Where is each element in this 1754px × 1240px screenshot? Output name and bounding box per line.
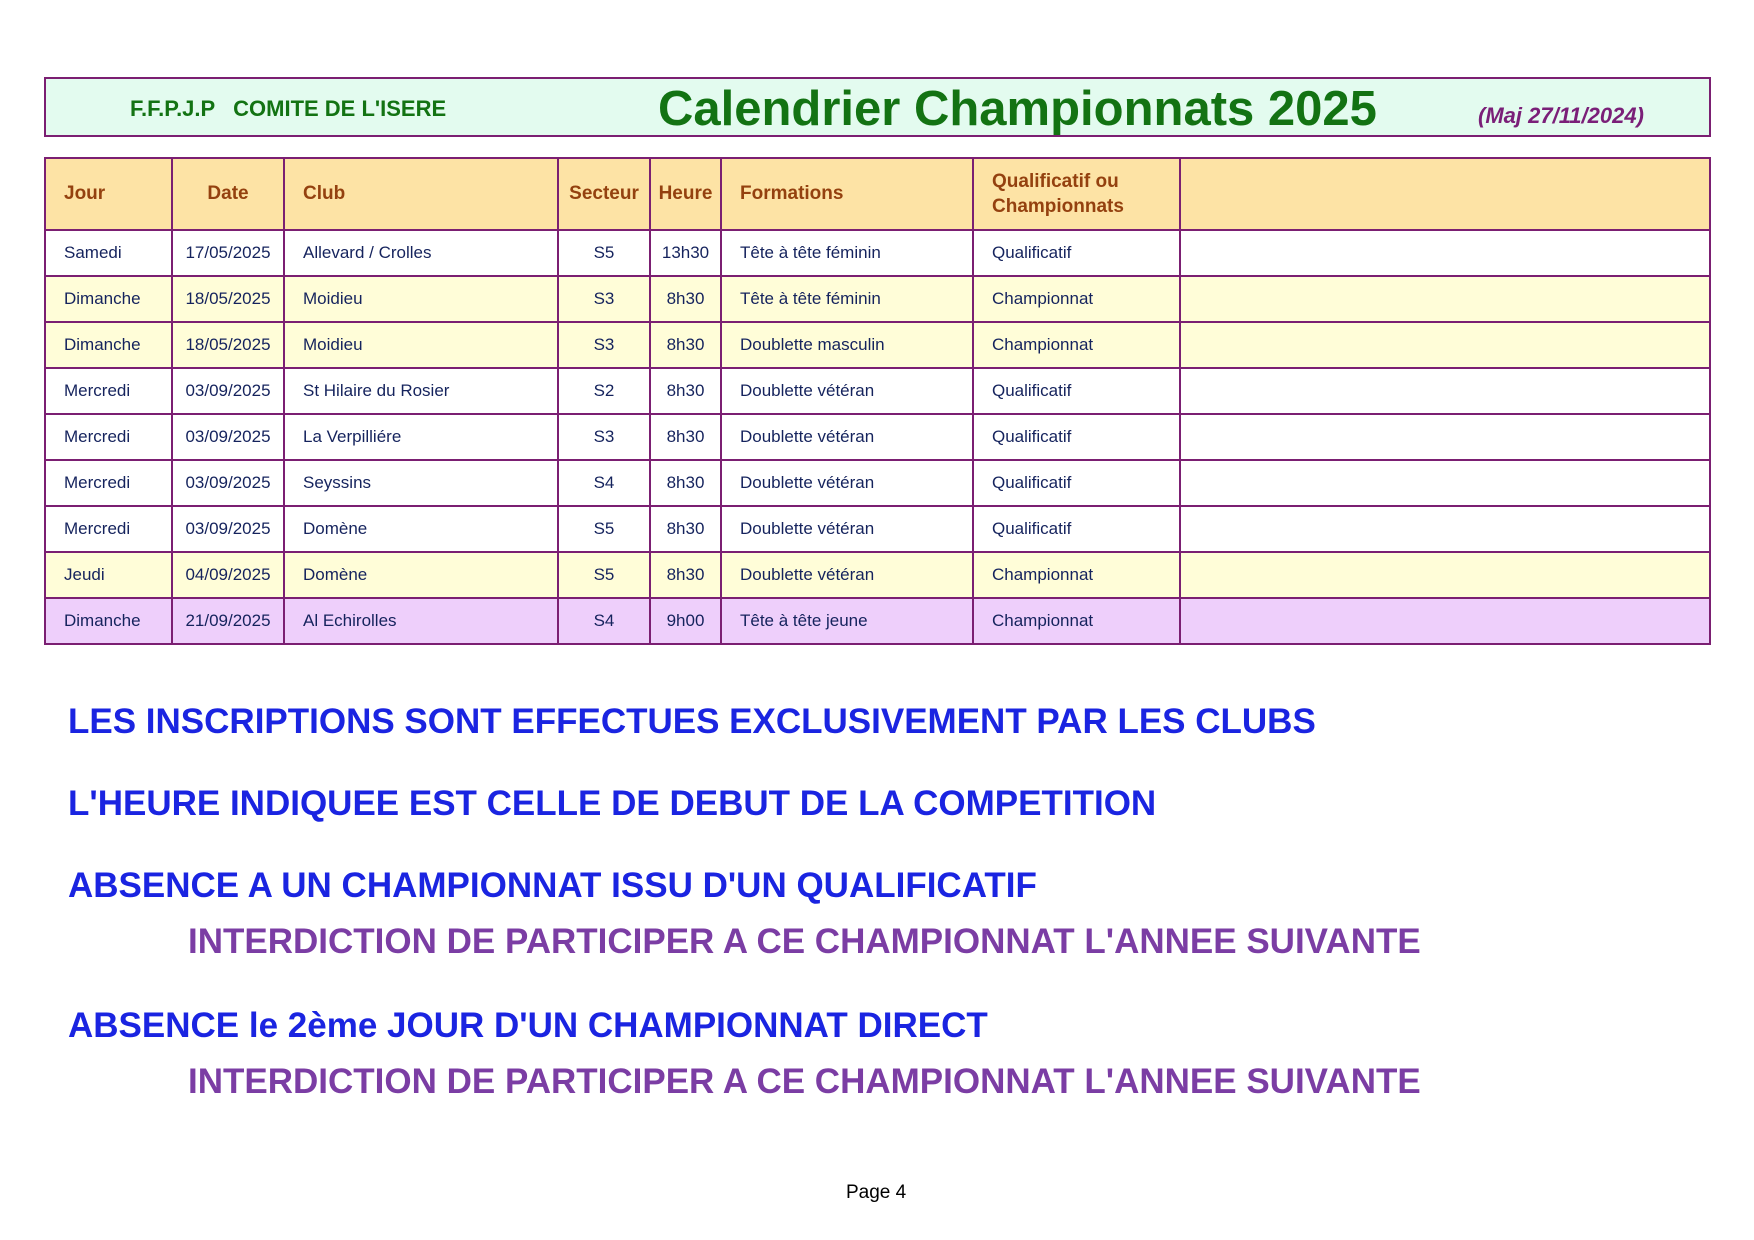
table-row xyxy=(45,368,1710,414)
cell-extra xyxy=(1180,322,1710,368)
cell-heure: 8h30 xyxy=(650,276,721,322)
note-inscriptions: LES INSCRIPTIONS SONT EFFECTUES EXCLUSIVEMENT PAR LES CLUBS xyxy=(68,702,1316,741)
cell-heure: 8h30 xyxy=(650,552,721,598)
cell-club: Al Echirolles xyxy=(284,598,558,644)
cell-secteur: S4 xyxy=(558,598,650,644)
organization-name: F.F.P.J.P COMITE DE L'ISERE xyxy=(130,96,447,121)
cell-heure: 8h30 xyxy=(650,414,721,460)
cell-jour: Jeudi xyxy=(45,552,172,598)
cell-date: 04/09/2025 xyxy=(172,552,284,598)
cell-formation: Tête à tête jeune xyxy=(721,598,973,644)
table-row xyxy=(45,552,1710,598)
cell-type: Championnat xyxy=(973,552,1180,598)
cell-club: Moidieu xyxy=(284,276,558,322)
cell-club: Domène xyxy=(284,552,558,598)
cell-jour: Mercredi xyxy=(45,506,172,552)
cell-secteur: S5 xyxy=(558,552,650,598)
cell-extra xyxy=(1180,368,1710,414)
cell-club: La Verpilliére xyxy=(284,414,558,460)
note-heure: L'HEURE INDIQUEE EST CELLE DE DEBUT DE LA COMPETITION xyxy=(68,784,1157,823)
page-title: Calendrier Championnats 2025 xyxy=(658,82,1377,136)
cell-secteur: S3 xyxy=(558,276,650,322)
cell-extra xyxy=(1180,460,1710,506)
cell-formation: Doublette vétéran xyxy=(721,506,973,552)
cell-jour: Dimanche xyxy=(45,322,172,368)
page-number: Page 4 xyxy=(846,1182,907,1203)
cell-type: Qualificatif xyxy=(973,368,1180,414)
note-interdiction-2: INTERDICTION DE PARTICIPER A CE CHAMPIONNAT L'ANNEE SUIVANTE xyxy=(188,1062,1421,1101)
table-row xyxy=(45,276,1710,322)
cell-club: Domène xyxy=(284,506,558,552)
cell-jour: Samedi xyxy=(45,230,172,276)
header-club: Club xyxy=(284,158,558,230)
cell-date: 03/09/2025 xyxy=(172,368,284,414)
header-empty xyxy=(1180,158,1710,230)
cell-heure: 8h30 xyxy=(650,506,721,552)
update-date: (Maj 27/11/2024) xyxy=(1478,103,1644,128)
note-absence-direct: ABSENCE le 2ème JOUR D'UN CHAMPIONNAT DIRECT xyxy=(68,1006,988,1045)
cell-jour: Mercredi xyxy=(45,414,172,460)
cell-club: St Hilaire du Rosier xyxy=(284,368,558,414)
cell-secteur: S4 xyxy=(558,460,650,506)
cell-heure: 8h30 xyxy=(650,322,721,368)
cell-jour: Dimanche xyxy=(45,276,172,322)
cell-formation: Doublette vétéran xyxy=(721,414,973,460)
header-heure: Heure xyxy=(650,158,721,230)
header-formations: Formations xyxy=(721,158,973,230)
cell-date: 03/09/2025 xyxy=(172,460,284,506)
cell-type: Qualificatif xyxy=(973,460,1180,506)
cell-formation: Doublette vétéran xyxy=(721,552,973,598)
table-row xyxy=(45,414,1710,460)
cell-secteur: S2 xyxy=(558,368,650,414)
cell-type: Qualificatif xyxy=(973,414,1180,460)
cell-extra xyxy=(1180,230,1710,276)
cell-formation: Doublette vétéran xyxy=(721,368,973,414)
cell-formation: Doublette masculin xyxy=(721,322,973,368)
cell-secteur: S3 xyxy=(558,414,650,460)
header-jour: Jour xyxy=(45,158,172,230)
cell-date: 18/05/2025 xyxy=(172,322,284,368)
cell-heure: 13h30 xyxy=(650,230,721,276)
cell-formation: Tête à tête féminin xyxy=(721,276,973,322)
cell-jour: Dimanche xyxy=(45,598,172,644)
cell-type: Qualificatif xyxy=(973,230,1180,276)
table-row xyxy=(45,230,1710,276)
cell-jour: Mercredi xyxy=(45,368,172,414)
cell-extra xyxy=(1180,598,1710,644)
header-banner xyxy=(44,77,1711,137)
table-row xyxy=(45,460,1710,506)
cell-type: Qualificatif xyxy=(973,506,1180,552)
championship-calendar-table xyxy=(44,157,1711,645)
cell-date: 21/09/2025 xyxy=(172,598,284,644)
note-interdiction-1: INTERDICTION DE PARTICIPER A CE CHAMPIONNAT L'ANNEE SUIVANTE xyxy=(188,922,1421,961)
table-row xyxy=(45,322,1710,368)
cell-date: 17/05/2025 xyxy=(172,230,284,276)
table-row xyxy=(45,506,1710,552)
cell-type: Championnat xyxy=(973,276,1180,322)
cell-formation: Doublette vétéran xyxy=(721,460,973,506)
cell-extra xyxy=(1180,552,1710,598)
cell-heure: 8h30 xyxy=(650,460,721,506)
header-date: Date xyxy=(172,158,284,230)
cell-extra xyxy=(1180,506,1710,552)
table-row xyxy=(45,598,1710,644)
cell-secteur: S3 xyxy=(558,322,650,368)
cell-heure: 8h30 xyxy=(650,368,721,414)
cell-date: 03/09/2025 xyxy=(172,506,284,552)
cell-secteur: S5 xyxy=(558,230,650,276)
header-secteur: Secteur xyxy=(558,158,650,230)
cell-extra xyxy=(1180,414,1710,460)
cell-club: Allevard / Crolles xyxy=(284,230,558,276)
header-qualificatif: Qualificatif ou Championnats xyxy=(973,158,1180,230)
cell-type: Championnat xyxy=(973,322,1180,368)
table-header-row xyxy=(45,158,1710,230)
cell-date: 18/05/2025 xyxy=(172,276,284,322)
cell-date: 03/09/2025 xyxy=(172,414,284,460)
cell-formation: Tête à tête féminin xyxy=(721,230,973,276)
note-absence-qualificatif: ABSENCE A UN CHAMPIONNAT ISSU D'UN QUALIFICATIF xyxy=(68,866,1037,905)
cell-club: Seyssins xyxy=(284,460,558,506)
cell-heure: 9h00 xyxy=(650,598,721,644)
cell-jour: Mercredi xyxy=(45,460,172,506)
cell-extra xyxy=(1180,276,1710,322)
cell-club: Moidieu xyxy=(284,322,558,368)
cell-secteur: S5 xyxy=(558,506,650,552)
cell-type: Championnat xyxy=(973,598,1180,644)
